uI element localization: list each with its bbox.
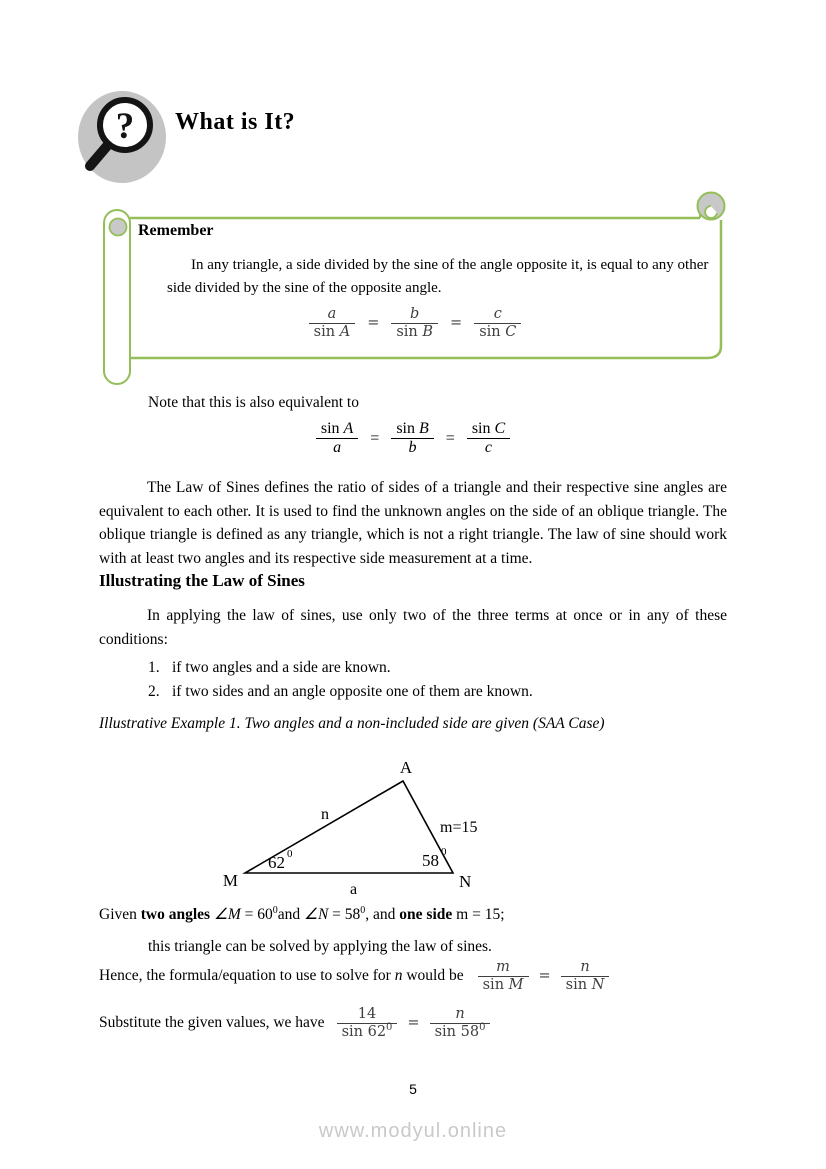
equivalent-note: Note that this is also equivalent to	[148, 394, 359, 411]
law-of-sines-paragraph: The Law of Sines defines the ratio of sides of a triangle and their respective sine angles are equivalent to each other. It is used to find the unknown angles on the side of an oblique triangle. The oblique triangle is defined as any triangle, which is not a right triangle. The law of sine should work with at least two angles and its respective side measurement at a time.	[99, 479, 727, 567]
fraction-c-over-sinC: $\frac{c}{\text{sin C}}$	[474, 306, 521, 340]
page-title: What is It?	[175, 109, 296, 135]
conditions-intro: In applying the law of sines, use only two of the three terms at once or in any of these conditions:	[99, 607, 727, 648]
equals-sign: =	[450, 315, 463, 332]
equals-sign: =	[370, 429, 380, 447]
variable-n: n	[394, 967, 403, 984]
substituted-formula	[337, 1006, 491, 1040]
angle-M-degree-sup: 0	[287, 848, 293, 860]
fraction-n-over-sin58: $\frac{n}{\sin 58^0}$	[430, 1006, 491, 1040]
angle-N-degree-sup: 0	[441, 846, 447, 858]
two-angles-bold: two angles	[140, 906, 214, 923]
magnifier-question-icon	[76, 86, 170, 188]
fraction-sinB-over-b: $\frac{\text{sin B}}{b}$	[391, 420, 433, 458]
list-number: 2.	[148, 682, 160, 700]
conditions-list	[148, 656, 533, 703]
list-text: if two sides and an angle opposite one of them are known.	[172, 682, 533, 700]
watermark: www.modyul.online	[318, 1120, 508, 1142]
section-heading: Illustrating the Law of Sines	[99, 571, 305, 590]
vertex-M-label: M	[222, 871, 238, 890]
fraction-sinA-over-a: $\frac{\text{sin A}}{a}$	[316, 420, 358, 458]
svg-text:?: ?	[115, 106, 135, 147]
remember-heading: Remember	[138, 222, 214, 239]
page-number: 5	[409, 1081, 417, 1097]
list-number: 1.	[148, 659, 160, 676]
fraction-n-over-sinN: $\frac{n}{\text{sin N}}$	[561, 959, 610, 993]
vertex-N-label: N	[459, 872, 472, 891]
equals-sign: =	[445, 429, 455, 447]
vertex-A-label: A	[399, 758, 413, 777]
angle-M-symbol: ∠M	[213, 906, 241, 923]
one-side-bold: one side	[399, 906, 453, 923]
fraction-14-over-sin62: $\frac{14}{\sin 62^0}$	[337, 1006, 398, 1040]
solved-line: this triangle can be solved by applying the law of sines.	[148, 938, 492, 955]
angle-M-value: 60	[257, 906, 273, 923]
side-n-label: n	[321, 806, 329, 823]
hence-line: Hence, the formula/equation to use to solve for n would be $\frac{m}{\text{sin M}}$ = $\frac{n}{\text{sin N}}$	[99, 953, 609, 999]
substitute-line: Substitute the given values, we have $\frac{14}{\sin 62^0}$ = $\frac{n}{\sin 58^0}$	[99, 999, 490, 1047]
given-line: Given two angles ∠M = $60^0and$ ∠N = $58^0$, and one side m = 15;	[99, 904, 505, 923]
fraction-a-over-sinA: $\frac{a}{\text{sin A}}$	[309, 306, 356, 340]
list-item	[148, 656, 533, 680]
equals-sign: =	[538, 968, 551, 984]
remember-body-text: In any triangle, a side divided by the sine of the angle opposite it, is equal to any other side divided by the sine of the opposite angle.	[167, 257, 709, 296]
angle-N-symbol: ∠N	[304, 906, 329, 923]
fraction-b-over-sinB: $\frac{b}{\text{sin B}}$	[391, 306, 438, 340]
equivalent-formula	[99, 420, 727, 458]
given-word: Given	[99, 906, 141, 923]
equals-sign: =	[407, 1015, 420, 1031]
side-m-label: m=15	[440, 819, 478, 836]
angle-N-label: 58	[422, 851, 439, 870]
formula-m-n	[478, 959, 610, 993]
equals-sign: =	[367, 315, 380, 332]
side-value: m = 15;	[452, 906, 505, 923]
fraction-m-over-sinM: $\frac{m}{\text{sin M}}$	[478, 959, 529, 993]
side-a-label: a	[350, 881, 358, 898]
list-item	[148, 680, 533, 704]
fraction-sinC-over-c: $\frac{\text{sin C}}{c}$	[467, 420, 510, 458]
angle-N-value: 58	[344, 906, 361, 923]
example-caption: Illustrative Example 1. Two angles and a non-included side are given (SAA Case)	[99, 715, 605, 732]
list-text: if two angles and a side are known.	[172, 659, 391, 676]
law-of-sines-formula	[95, 306, 735, 340]
angle-M-label: 62	[268, 853, 285, 872]
triangle-diagram	[200, 755, 520, 905]
